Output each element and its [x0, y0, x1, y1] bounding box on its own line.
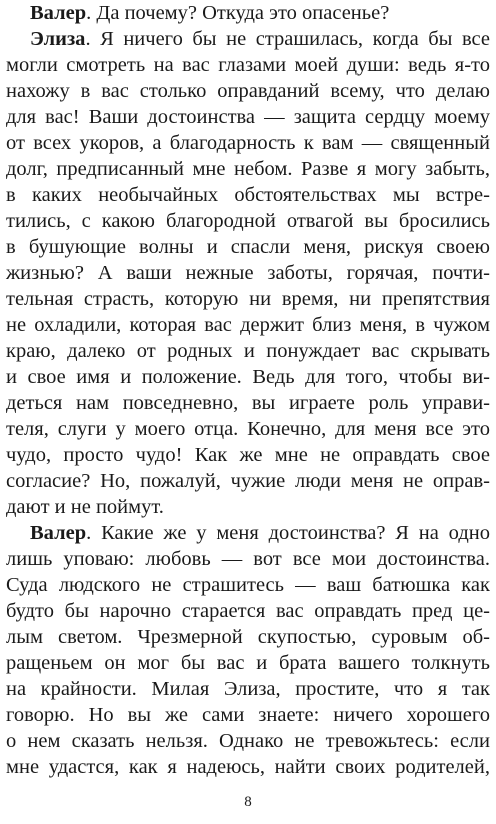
text-line: [30, 0, 490, 26]
text-line: и свое имя и положение. Ведь для того, чтобы ви-: [6, 366, 490, 388]
text-line: ращеньем он мог бы вас и брата вашего толкнуть: [6, 652, 490, 674]
speaker-name: Элиза: [30, 28, 86, 50]
text-line: тились, с какою благородной отвагой вы бросились: [6, 210, 490, 232]
text-line: теля, слуги у моего отца. Конечно, для меня все это: [6, 418, 490, 440]
text-line: краю, далеко от родных и понуждает вас скрывать: [6, 340, 490, 362]
text-line: долг, предписанный мне небом. Разве я могу забыть,: [6, 158, 490, 180]
text-line: деться нам повседневно, вы играете роль управи-: [6, 392, 490, 414]
text-line: могли смотреть на вас глазами моей души: ведь я-то: [6, 54, 490, 76]
text-line: будто бы нарочно старается вас оправдать пред це-: [6, 600, 490, 622]
text-line: говорю. Но вы же сами знаете: ничего хорошего: [6, 704, 490, 726]
text-line: на крайности. Милая Элиза, простите, что я так: [6, 678, 490, 700]
text-line: не охладили, которая вас держит близ меня, в чужом: [6, 314, 490, 336]
text-line: о нем сказать нельзя. Однако не тревожьтесь: если: [6, 730, 490, 752]
line-text: . Да почему? Откуда это опасенье?: [86, 2, 390, 24]
text-line: мне удастся, как я надеюсь, найти своих родителей,: [6, 756, 490, 778]
page-number: 8: [244, 794, 252, 810]
text-line: [30, 26, 490, 52]
line-text: . Какие же у меня достоинства? Я на одно: [86, 522, 490, 544]
text-line: тельная страсть, которую ни время, ни препятствия: [6, 288, 490, 310]
text-line: от всех укоров, а благодарность к вам — священный: [6, 132, 490, 154]
text-line: в бушующие волны и спасли меня, рискуя своею: [6, 236, 490, 258]
text-line: нахожу в вас столько оправданий всему, что делаю: [6, 80, 490, 102]
text-line: дают и не поймут.: [6, 496, 164, 518]
text-line: лым светом. Чрезмерной скупостью, суровым об-: [6, 626, 490, 648]
text-line: в каких необычайных обстоятельствах мы встре-: [6, 184, 490, 206]
text-line: лишь уповаю: любовь — вот все мои достоинства.: [6, 548, 490, 570]
text-line: Суда людского не страшитесь — ваш батюшка как: [6, 574, 490, 596]
text-line: жизнью? А ваши нежные заботы, горячая, почти-: [6, 262, 490, 284]
line-text: . Я ничего бы не страшилась, когда бы все: [85, 28, 490, 50]
text-line: согласие? Но, пожалуй, чужие люди меня не оправ-: [6, 470, 490, 492]
text-line: [30, 520, 490, 546]
text-line: для вас! Ваши достоинства — защита сердцу моему: [6, 106, 490, 128]
speaker-name: Валер: [30, 2, 87, 24]
book-page: [6, 0, 492, 824]
speaker-name: Валер: [30, 522, 87, 544]
text-line: чудо, просто чудо! Как же мне не оправдать свое: [6, 444, 490, 466]
